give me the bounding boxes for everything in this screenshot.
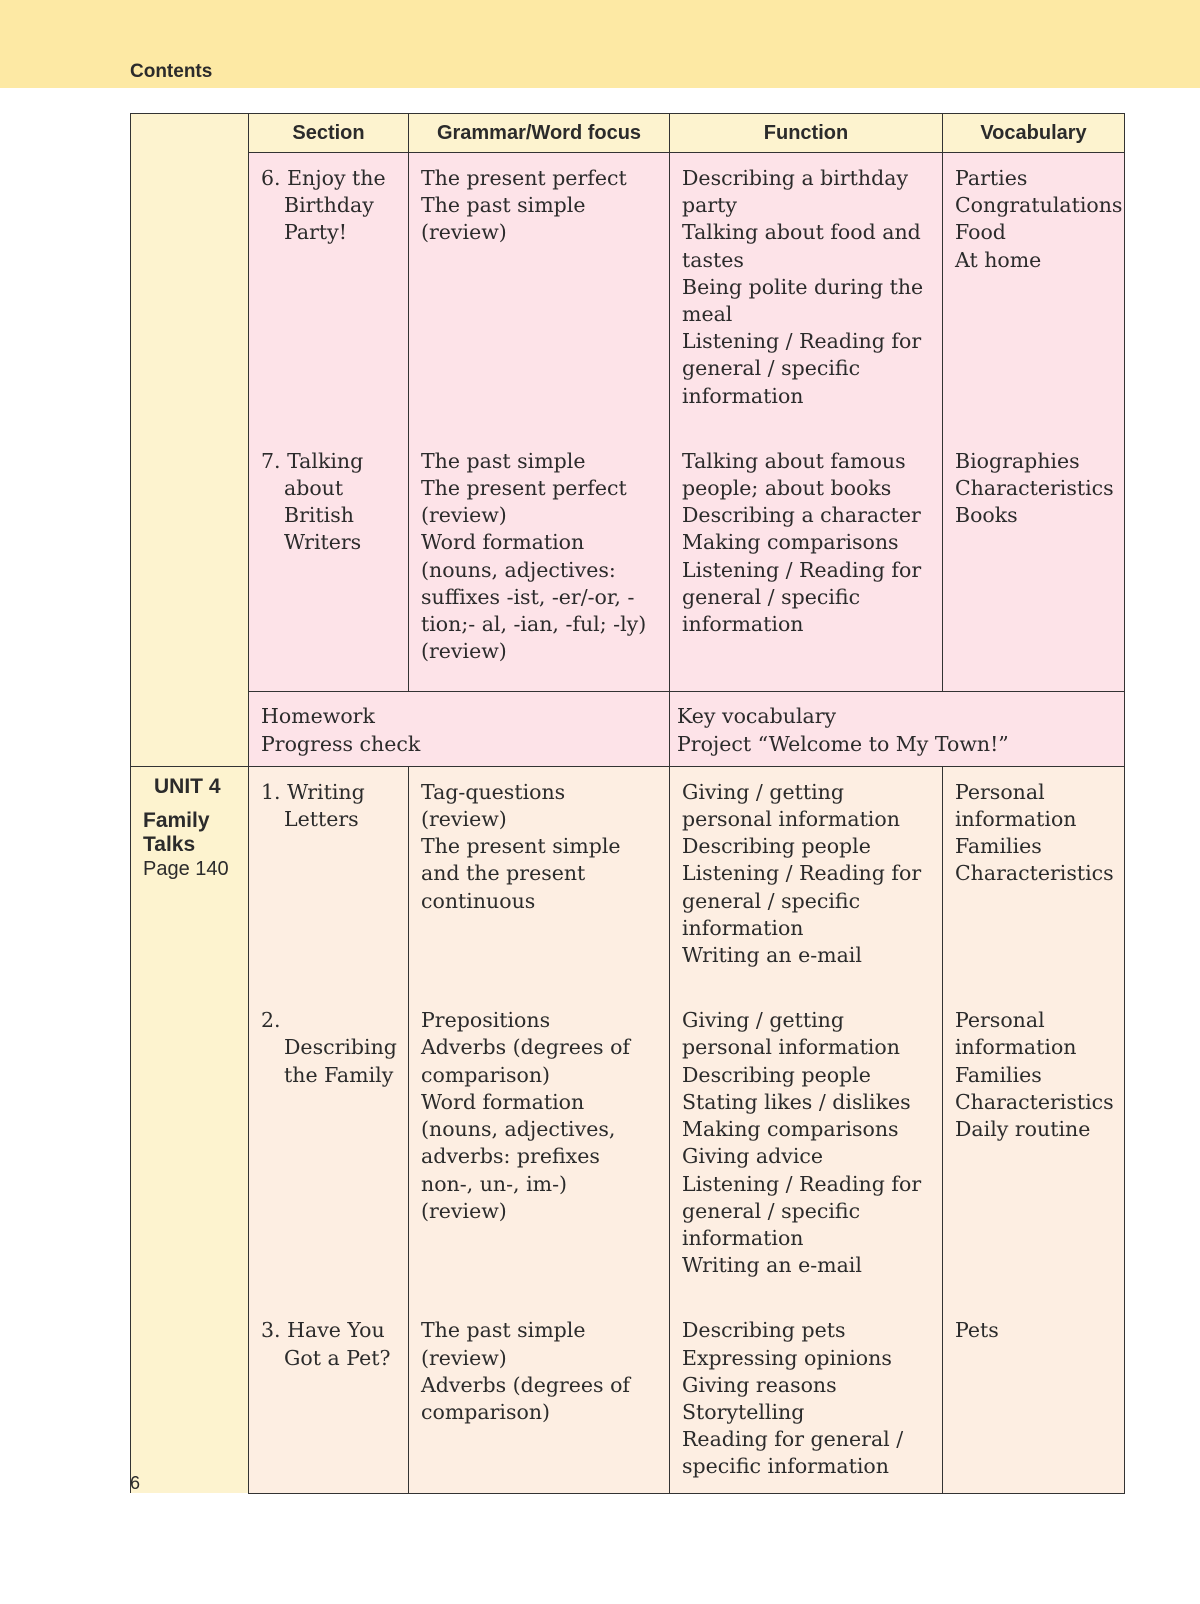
table-row xyxy=(131,995,1125,1305)
header-section: Section xyxy=(249,114,409,153)
header-grammar: Grammar/Word focus xyxy=(409,114,670,153)
grammar-cell: The present perfect The past simple (review) xyxy=(421,166,627,245)
extras-right: Key vocabulary Project “Welcome to My Town!” xyxy=(677,704,1009,756)
header-function: Function xyxy=(670,114,943,153)
function-cell: Describing a birthday party Talking about food and tastes Being polite during the meal Listening / Reading for general / specific information xyxy=(682,166,924,408)
function-cell: Giving / getting personal information Describing people Stating likes / dislikes Making comparisons Giving advice Listening / Reading for general / specific information Writing an e-mail xyxy=(682,1008,922,1278)
function-cell: Talking about famous people; about books Describing a character Making comparisons Listening / Reading for general / specific information xyxy=(682,448,922,637)
grammar-cell: The past simple The present perfect (review) Word formation (nouns, adjectives: suffixes -ist, -er/-or, -tion;- al, -ian, -ful; -ly) (review) xyxy=(421,448,647,664)
vocabulary-cell: Biographies Characteristics Books xyxy=(955,448,1114,528)
table-row xyxy=(131,766,1125,995)
unit-title: Family Talks xyxy=(143,808,210,856)
unit-label: UNIT 4 xyxy=(154,774,221,798)
page-title: Contents xyxy=(130,61,213,82)
section-1: 1. Writing Letters xyxy=(261,779,365,832)
extras-left: Homework Progress check xyxy=(261,704,421,756)
header-blank xyxy=(131,114,249,153)
section-3: 3. Have You Got a Pet? xyxy=(261,1318,391,1370)
grammar-cell: Tag-questions (review) The present simple and the present continuous xyxy=(421,779,621,913)
header-band xyxy=(0,0,1200,88)
header-vocabulary: Vocabulary xyxy=(943,114,1125,153)
page-number: 6 xyxy=(130,1473,141,1493)
section-2: 2. Describing the Family xyxy=(261,1008,397,1087)
table-row xyxy=(131,153,1125,436)
unit-cell-empty xyxy=(131,153,249,767)
table-header-row xyxy=(131,114,1125,153)
section-6: 6. Enjoy the Birthday Party! xyxy=(261,166,386,245)
function-cell: Describing pets Expressing opinions Giving reasons Storytelling Reading for general / specific information xyxy=(682,1318,904,1479)
grammar-cell: The past simple (review) Adverbs (degrees of comparison) xyxy=(421,1318,631,1424)
contents-table xyxy=(130,113,1125,1494)
extras-row xyxy=(131,692,1125,766)
vocabulary-cell: Personal information Families Characteristics xyxy=(955,779,1114,886)
table-row xyxy=(131,1305,1125,1493)
vocabulary-cell: Pets xyxy=(955,1318,999,1343)
section-7: 7. Talking about British Writers xyxy=(261,448,364,555)
vocabulary-cell: Personal information Families Characteristics Daily routine xyxy=(955,1008,1114,1142)
unit-cell xyxy=(131,766,249,1493)
vocabulary-cell: Parties Congratulations Food At home xyxy=(955,166,1123,272)
function-cell: Giving / getting personal information Describing people Listening / Reading for general / specific information Writing an e-mail xyxy=(682,779,922,968)
unit-page: Page 140 xyxy=(143,857,229,880)
table-row xyxy=(131,436,1125,692)
grammar-cell: Prepositions Adverbs (degrees of comparison) Word formation (nouns, adjectives, adverbs: prefixes non-, un-, im-) (review) xyxy=(421,1008,631,1223)
